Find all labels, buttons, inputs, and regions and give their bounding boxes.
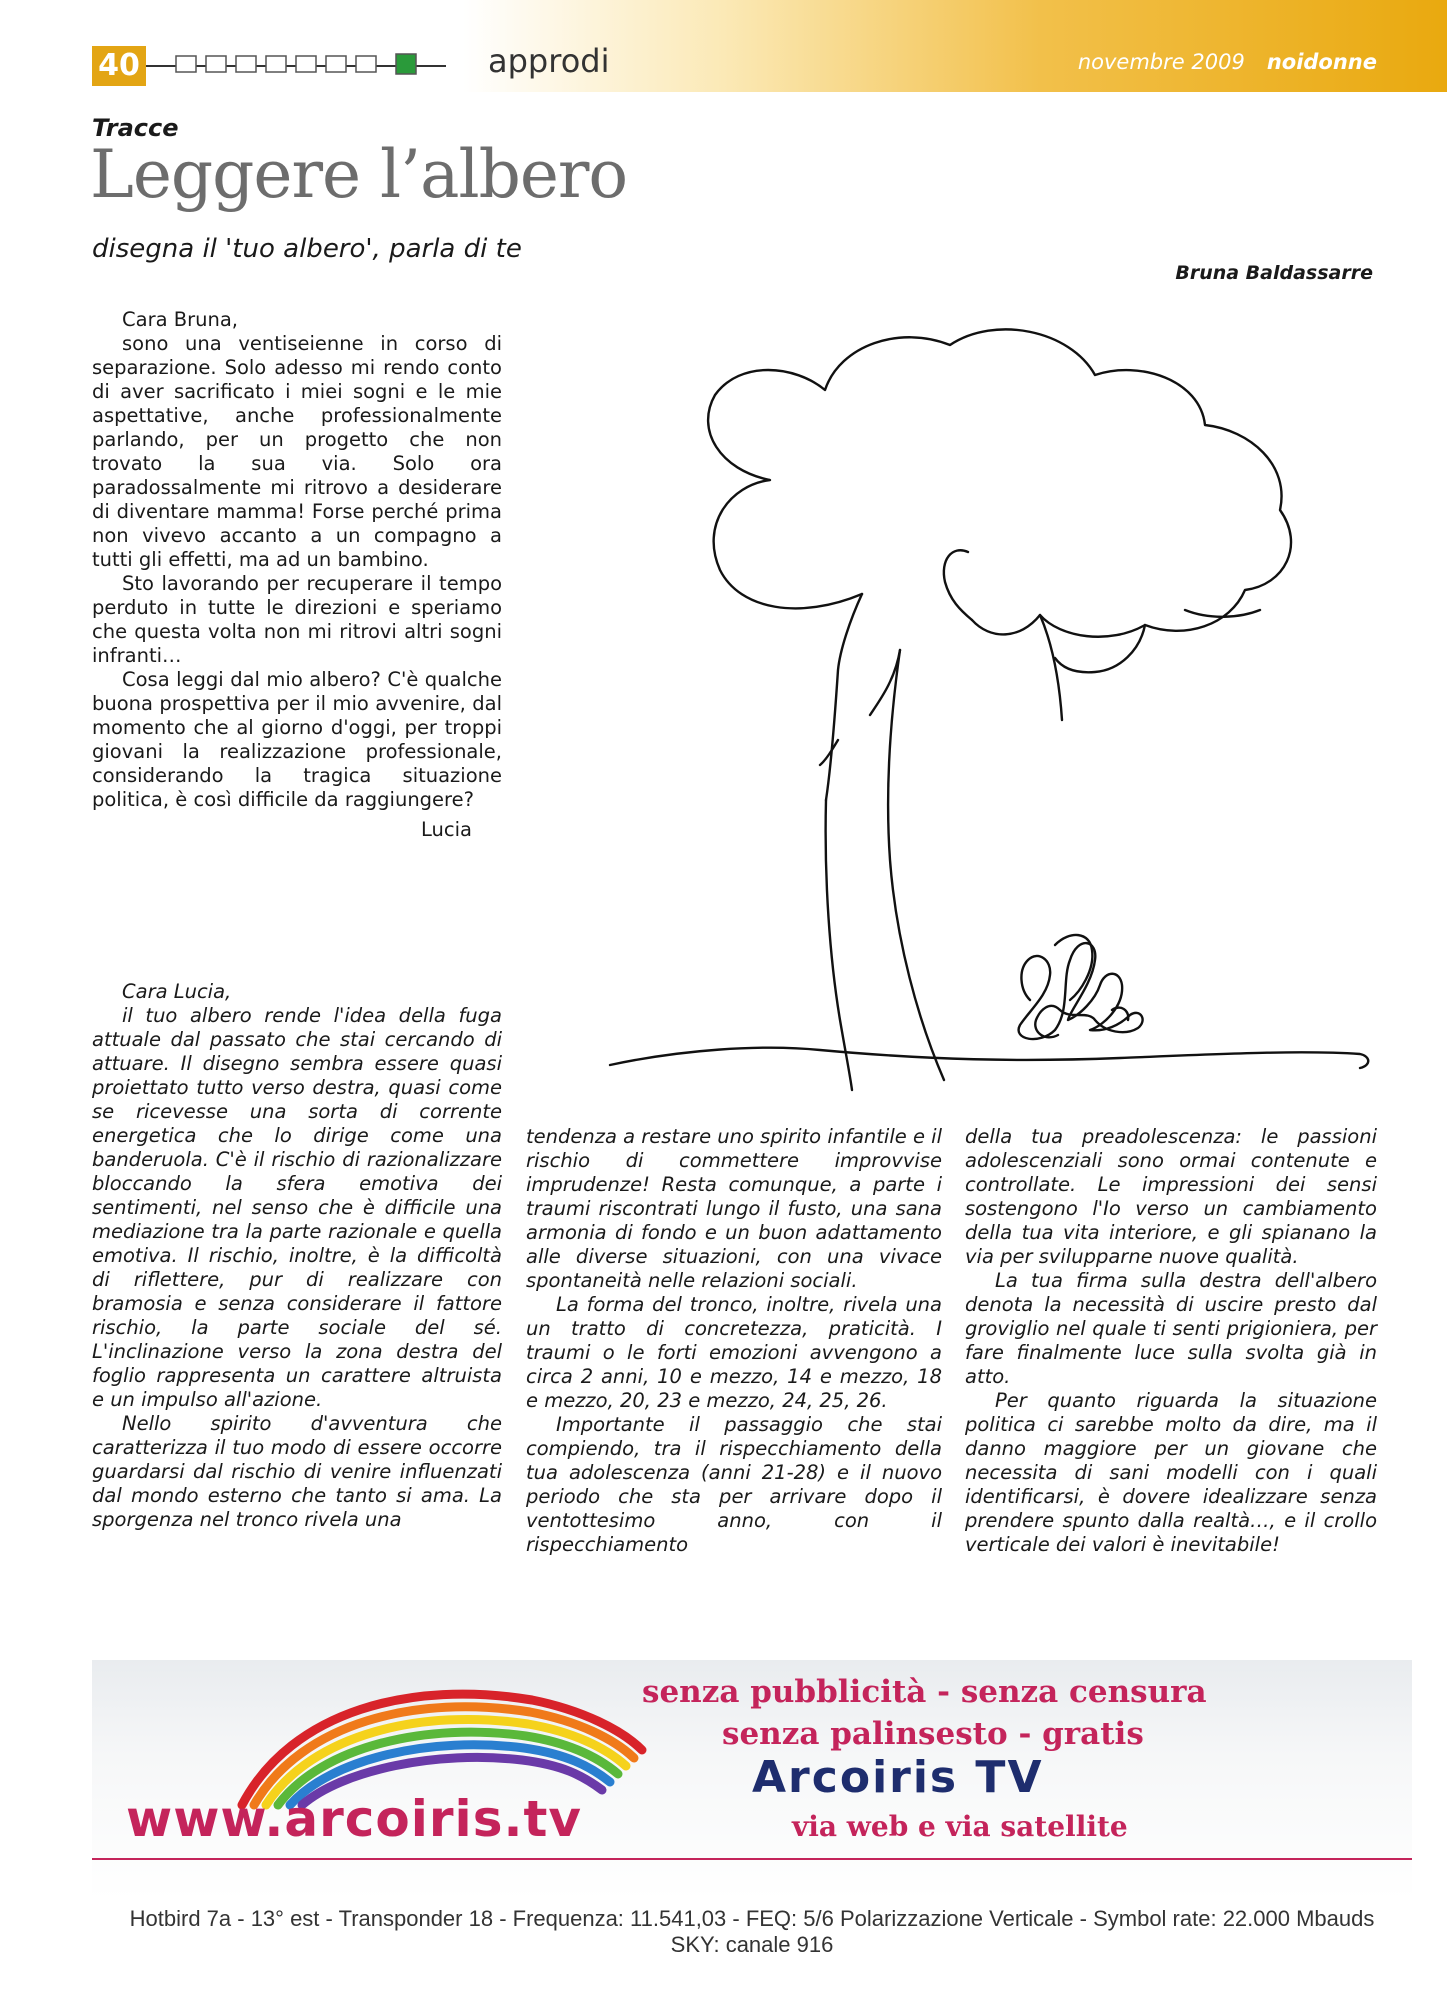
article-title: Leggere l’albero [90, 136, 628, 213]
ad-tagline-1: senza pubblicità - senza censura [642, 1674, 1207, 1710]
reply-paragraph: Importante il passaggio che stai compiendo, tra il rispecchiamento della tua adolescenza (anni 21-28) e il nuovo periodo che sta per arrivare dopo il ventottesimo anno, con il rispecchiamento [526, 1413, 942, 1556]
page-number: 40 [92, 46, 146, 86]
reply-paragraph: il tuo albero rende l'idea della fuga attuale dal passato che stai cercando di attuare. Il disegno sembra essere quasi proiettato tutto verso destra, quasi come se ricevesse una sorta di corrente energetica che lo dirige come una banderuola. C'è il rischio di razionalizzare bloccando la sfera emotiva dei sentimenti, nel senso che è difficile una mediazione tra la parte razionale e quella emotiva. Il rischio, inoltre, è la difficoltà di riflettere, pur di realizzare con bramosia e senza considerare il fattore rischio, la parte sociale del sé. L'inclinazione verso la zona destra del foglio rappresenta un carattere altruista e un impulso all'azione. [92, 1004, 502, 1411]
ad-divider [92, 1858, 1412, 1860]
kicker: Tracce [92, 114, 179, 142]
letter-signature: Lucia [421, 818, 472, 841]
reply-salutation: Cara Lucia, [122, 980, 232, 1003]
reply-paragraph: La forma del tronco, inoltre, rivela una un tratto di concretezza, praticità. I traumi o le forti emozioni avvengono a circa 2 anni, 10 e mezzo, 14 e mezzo, 18 e mezzo, 20, 23 e mezzo, 24, 25, 26. [526, 1293, 942, 1412]
tree-drawing [600, 320, 1380, 1100]
reply-column-3 [965, 1125, 1377, 1557]
reply-paragraph: della tua preadolescenza: le passioni adolescenziali sono ormai contenute e controllate. Le impressioni dei sensi sostengono l'Io verso un cambiamento della tua vita interiore, e gli spianano la via per svilupparne nuove qualità. [965, 1125, 1377, 1268]
ad-tagline-2: senza palinsesto - gratis [722, 1716, 1144, 1752]
reply-paragraph: La tua firma sulla destra dell'albero denota la necessità di uscire presto dal groviglio nel quale ti senti prigioniera, per fare finalmente luce sulla svolta già in atto. [965, 1269, 1377, 1388]
advertisement[interactable] [92, 1660, 1412, 1900]
ad-url-link[interactable]: www.arcoiris.tv [126, 1790, 582, 1848]
reply-column-1 [92, 980, 502, 1532]
author: Bruna Baldassarre [1175, 262, 1373, 284]
ad-brand-name: Arcoiris TV [752, 1752, 1044, 1803]
reply-paragraph: Nello spirito d'avventura che caratterizza il tuo modo di essere occorre guardarsi dal rischio di venire influenzati dal mondo esterno che tanto si ama. La sporgenza nel tronco rivela una [92, 1412, 502, 1531]
letter-paragraph: Cosa leggi dal mio albero? C'è qualche buona prospettiva per il mio avvenire, dal momento che al giorno d'oggi, per troppi giovani la realizzazione professionale, considerando la tragica situazione politica, è così difficile da raggiungere? [92, 668, 502, 811]
section-name: approdi [488, 42, 610, 80]
ad-tagline-3: via web e via satellite [792, 1810, 1128, 1843]
header-decoration [146, 52, 446, 76]
issue-info [1078, 50, 1377, 74]
issue-date: novembre 2009 [1077, 50, 1245, 74]
letter-column [92, 308, 502, 842]
ad-sky-channel: SKY: canale 916 [670, 1932, 834, 1957]
header-bar [0, 0, 1447, 92]
magazine-name: noidonne [1266, 50, 1377, 74]
ad-satellite-info: Hotbird 7a - 13° est - Transponder 18 - Frequenza: 11.541,03 - FEQ: 5/6 Polarizzazione Verticale - Symbol rate: 22.000 Mbauds [129, 1906, 1375, 1931]
reply-paragraph: Per quanto riguarda la situazione politica ci sarebbe molto da dire, ma il danno maggiore per un giovane che necessita di sani modelli con i quali identificarsi, è dovere idealizzare senza prendere spunto dalla realtà…, e il crollo verticale dei valori è inevitabile! [965, 1389, 1377, 1556]
reply-column-2 [526, 1125, 942, 1557]
ad-footer [92, 1906, 1412, 1958]
reply-paragraph: tendenza a restare uno spirito infantile e il rischio di commettere improvvise imprudenze! Resta comunque, a parte i traumi riscontrati lungo il fusto, una sana armonia di fondo e un buon adattamento alle diverse situazioni, con una vivace spontaneità nelle relazioni sociali. [526, 1125, 942, 1292]
letter-paragraph: Sto lavorando per recuperare il tempo perduto in tutte le direzioni e speriamo che questa volta non mi ritrovi altri sogni infranti… [92, 572, 502, 667]
letter-paragraph: sono una ventiseienne in corso di separazione. Solo adesso mi rendo conto di aver sacrificato i miei sogni e le mie aspettative, anche professionalmente parlando, per un progetto che non trovato la sua via. Solo ora paradossalmente mi ritrovo a desiderare di diventare mamma! Forse perché prima non vivevo accanto a un compagno a tutti gli effetti, ma ad un bambino. [92, 332, 502, 571]
article-subtitle: disegna il 'tuo albero', parla di te [92, 234, 522, 264]
rainbow-logo-icon [232, 1670, 652, 1810]
letter-salutation: Cara Bruna, [122, 308, 238, 331]
